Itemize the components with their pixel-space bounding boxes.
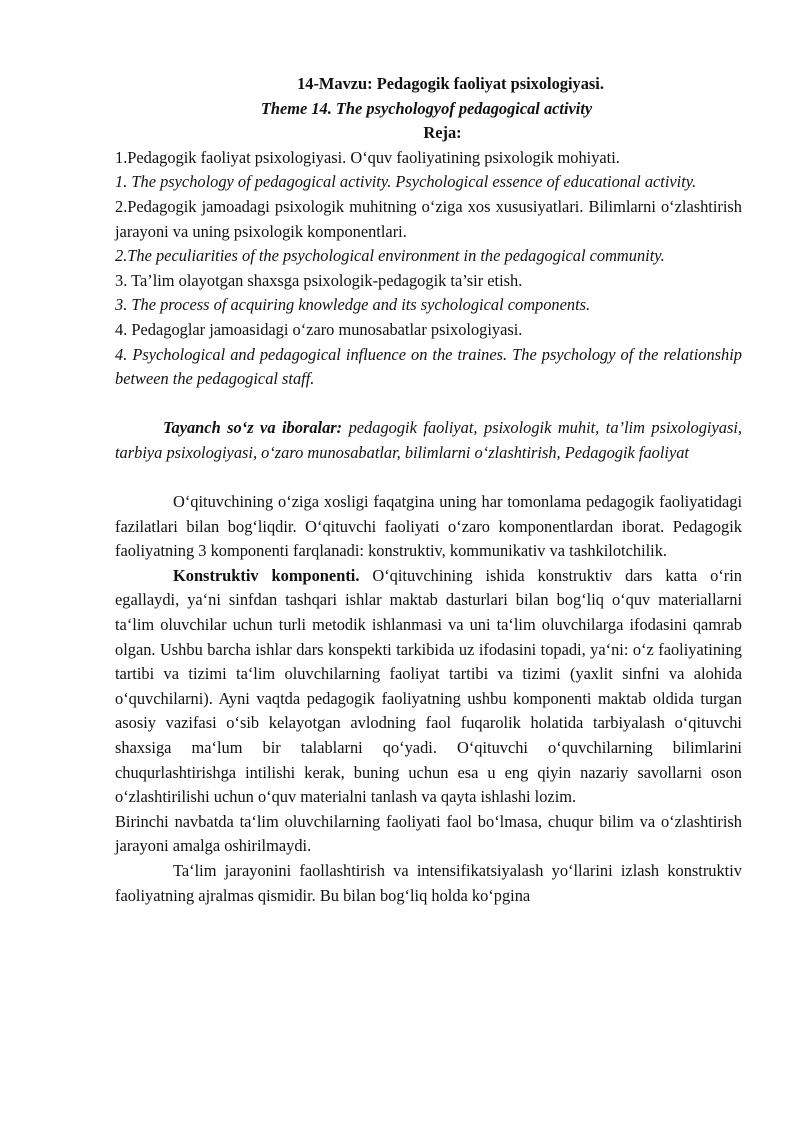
plan-item-4-uz: 4. Pedagoglar jamoasidagi o‘zaro munosabatlar psixologiyasi. bbox=[115, 319, 523, 339]
body-paragraph-3: Birinchi navbatda ta‘lim oluvchilarning faoliyati faol bo‘lmasa, chuqur bilim va o‘zlashtirish jarayoni amalga oshirilmaydi. bbox=[115, 811, 742, 856]
plan-heading: Reja: bbox=[423, 123, 462, 143]
keywords-text: pedagogik faoliyat, psixologik muhit, ta’lim psixologiyasi, tarbiya psixologiyasi, o‘zaro munosabatlar, bilimlarni o‘zlashtirish, Pedagogik faoliyat bbox=[115, 418, 742, 462]
plan-item-2-en: 2.The peculiarities of the psychological environment in the pedagogical community. bbox=[115, 246, 665, 266]
body-paragraph-2-text: O‘qituvchining ishida konstruktiv dars katta o‘rin egallaydi, ya‘ni sinfdan tashqari ishlar maktab dasturlari bilan bog‘liq o‘quv materiallarni ta‘lim oluvchilar uchun turli metodik ishlanmasi va uni ta‘lim oluvchilarga ifodasini qamrab olgan. Ushbu barcha ishlar dars konspekti tarkibida uz ifodasini topadi, ya‘ni: o‘z faoliyatining tartibi va tizimi ta‘lim oluvchilarning faoliyat tartibi va tizimi (yaxlit sinfni va alohida o‘quvchilarni). Ayni vaqtda pedagogik faoliyatning ushbu komponenti maktab oldida turgan asosiy vazifasi o‘sib kelayotgan avlodning faol fuqarolik holatida tarbiyalash o‘qituvchi shaxsiga ma‘lum bir talablarni qo‘yadi. O‘qituvchi o‘quvchilarning bilimlarini chuqurlashtirishga intilishi kerak, buning uchun esa u eng qiyin nazariy savollarni oson o‘zlashtirilishi uchun o‘quv materialni tanlash va qayta ishlashi lozim. bbox=[115, 565, 742, 807]
keywords-label: Tayanch so‘z va iboralar: bbox=[163, 418, 343, 438]
page-title-english: Theme 14. The psychologyof pedagogical activity bbox=[260, 98, 593, 118]
body-paragraph-4: Ta‘lim jarayonini faollashtirish va intensifikatsiyalash yo‘llarini izlash konstruktiv faoliyatning ajralmas qismidir. Bu bilan bog‘liq holda ko‘pgina bbox=[115, 861, 742, 905]
plan-item-3-en: 3. The process of acquiring knowledge and its sychological components. bbox=[115, 295, 591, 315]
body-paragraph-2 bbox=[115, 564, 742, 810]
document-page bbox=[115, 72, 742, 908]
plan-item-1-uz: 1.Pedagogik faoliyat psixologiyasi. O‘quv faoliyatining psixologik mohiyati. bbox=[115, 147, 620, 167]
section-heading-konstruktiv: Konstruktiv komponenti. bbox=[173, 565, 360, 585]
plan-item-1-en: 1. The psychology of pedagogical activity. Psychological essence of educational activity. bbox=[115, 172, 697, 192]
body-paragraph-1: O‘qituvchining o‘ziga xosligi faqatgina uning har tomonlama pedagogik faoliyatidagi fazilatlari bilan bog‘liqdir. O‘qituvchi faoliyati o‘zaro komponentlardan iborat. Pedagogik faoliyatning 3 komponenti farqlanadi: konstruktiv, kommunikativ va tashkilotchilik. bbox=[115, 492, 742, 561]
plan-item-4-en: 4. Psychological and pedagogical influence on the traines. The psychology of the relationship between the pedagogical staff. bbox=[115, 344, 742, 389]
plan-item-3-uz: 3. Ta’lim olayotgan shaxsga psixologik-pedagogik ta’sir etish. bbox=[115, 270, 523, 290]
page-title: 14-Mavzu: Pedagogik faoliyat psixologiyasi. bbox=[297, 74, 604, 93]
keywords-paragraph bbox=[115, 416, 742, 465]
plan-item-2-uz: 2.Pedagogik jamoadagi psixologik muhitning o‘ziga xos xususiyatlari. Bilimlarni o‘zlashtirish jarayoni va uning psixologik komponentlari. bbox=[115, 196, 742, 241]
spacer bbox=[115, 466, 742, 491]
plan-list bbox=[115, 146, 742, 392]
